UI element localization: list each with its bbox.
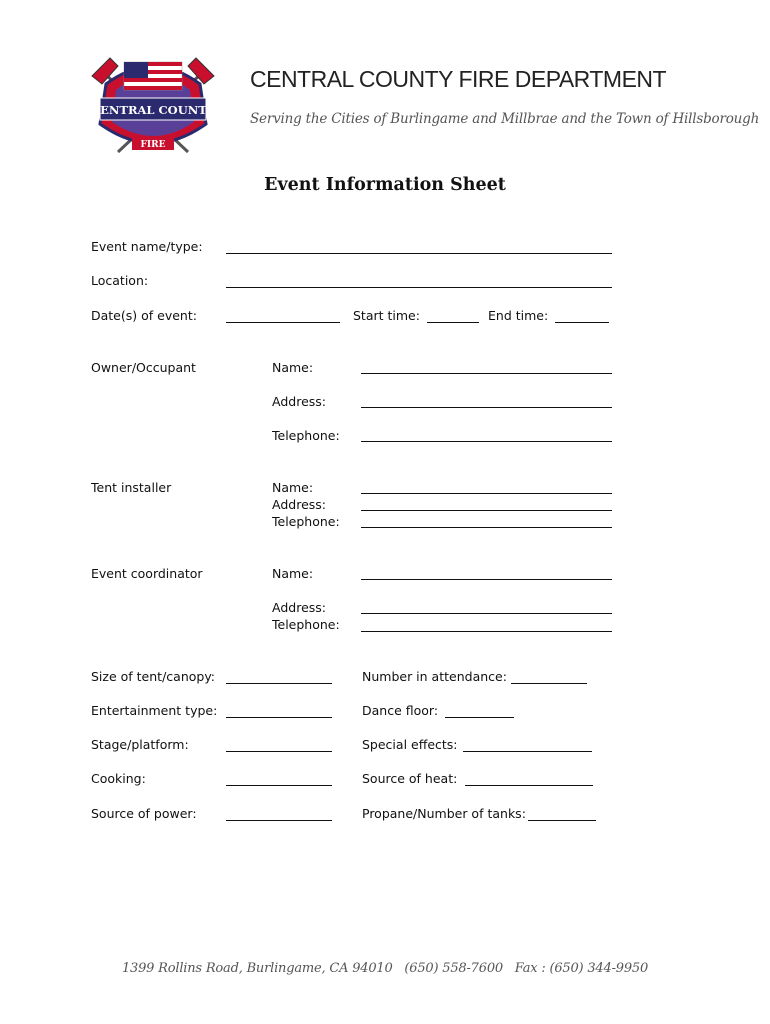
coordinator-name-label: Name: <box>272 566 314 581</box>
dance-floor-label: Dance floor: <box>362 703 439 718</box>
stage-field[interactable] <box>226 751 332 752</box>
tent-installer-address-label: Address: <box>272 497 326 512</box>
special-effects-field[interactable] <box>463 751 592 752</box>
cooking-field[interactable] <box>226 785 332 786</box>
logo-bottom-text: FIRE <box>140 140 166 150</box>
coordinator-telephone-label: Telephone: <box>272 617 340 632</box>
owner-name-field[interactable] <box>361 373 612 374</box>
tent-installer-name-field[interactable] <box>361 493 612 494</box>
owner-telephone-label: Telephone: <box>272 428 340 443</box>
start-time-label: Start time: <box>353 308 420 323</box>
attendance-field[interactable] <box>511 683 587 684</box>
stage-label: Stage/platform: <box>91 737 189 752</box>
tent-size-label: Size of tent/canopy: <box>91 669 216 684</box>
dates-field[interactable] <box>226 322 340 323</box>
footer-fax: Fax : (650) 344-9950 <box>514 961 649 976</box>
event-name-label: Event name/type: <box>91 239 203 254</box>
tent-installer-address-field[interactable] <box>361 510 612 511</box>
owner-section-label: Owner/Occupant <box>91 360 196 375</box>
tent-installer-telephone-label: Telephone: <box>272 514 340 529</box>
entertainment-label: Entertainment type: <box>91 703 218 718</box>
location-field[interactable] <box>226 287 612 288</box>
entertainment-field[interactable] <box>226 717 332 718</box>
coordinator-address-field[interactable] <box>361 613 612 614</box>
propane-field[interactable] <box>528 820 596 821</box>
end-time-field[interactable] <box>555 322 609 323</box>
event-name-field[interactable] <box>226 253 612 254</box>
tent-installer-telephone-field[interactable] <box>361 527 612 528</box>
tent-installer-name-label: Name: <box>272 480 314 495</box>
coordinator-address-label: Address: <box>272 600 326 615</box>
start-time-field[interactable] <box>427 322 479 323</box>
organization-tagline: Serving the Cities of Burlingame and Millbrae and the Town of Hillsborough <box>250 111 760 127</box>
dates-label: Date(s) of event: <box>91 308 197 323</box>
owner-telephone-field[interactable] <box>361 441 612 442</box>
organization-name: CENTRAL COUNTY FIRE DEPARTMENT <box>250 66 667 92</box>
attendance-label: Number in attendance: <box>362 669 507 684</box>
coordinator-telephone-field[interactable] <box>361 631 612 632</box>
end-time-label: End time: <box>488 308 549 323</box>
dance-floor-field[interactable] <box>445 717 514 718</box>
owner-address-label: Address: <box>272 394 326 409</box>
coordinator-name-field[interactable] <box>361 579 612 580</box>
special-effects-label: Special effects: <box>362 737 458 752</box>
power-source-label: Source of power: <box>91 806 197 821</box>
location-label: Location: <box>91 273 149 288</box>
cooking-label: Cooking: <box>91 771 146 786</box>
owner-name-label: Name: <box>272 360 314 375</box>
heat-source-label: Source of heat: <box>362 771 458 786</box>
coordinator-section-label: Event coordinator <box>91 566 203 581</box>
footer-phone: (650) 558-7600 <box>404 961 503 976</box>
logo-top-text: CENTRAL COUNTY <box>90 103 216 117</box>
owner-address-field[interactable] <box>361 407 612 408</box>
footer-address: 1399 Rollins Road, Burlingame, CA 94010 <box>121 961 393 976</box>
tent-size-field[interactable] <box>226 683 332 684</box>
department-logo <box>88 44 218 162</box>
page-title: Event Information Sheet <box>264 175 506 195</box>
power-source-field[interactable] <box>226 820 332 821</box>
propane-label: Propane/Number of tanks: <box>362 806 526 821</box>
heat-source-field[interactable] <box>465 785 593 786</box>
fire-department-shield-icon <box>88 44 218 162</box>
footer-contact <box>0 961 770 976</box>
tent-installer-section-label: Tent installer <box>91 480 172 495</box>
